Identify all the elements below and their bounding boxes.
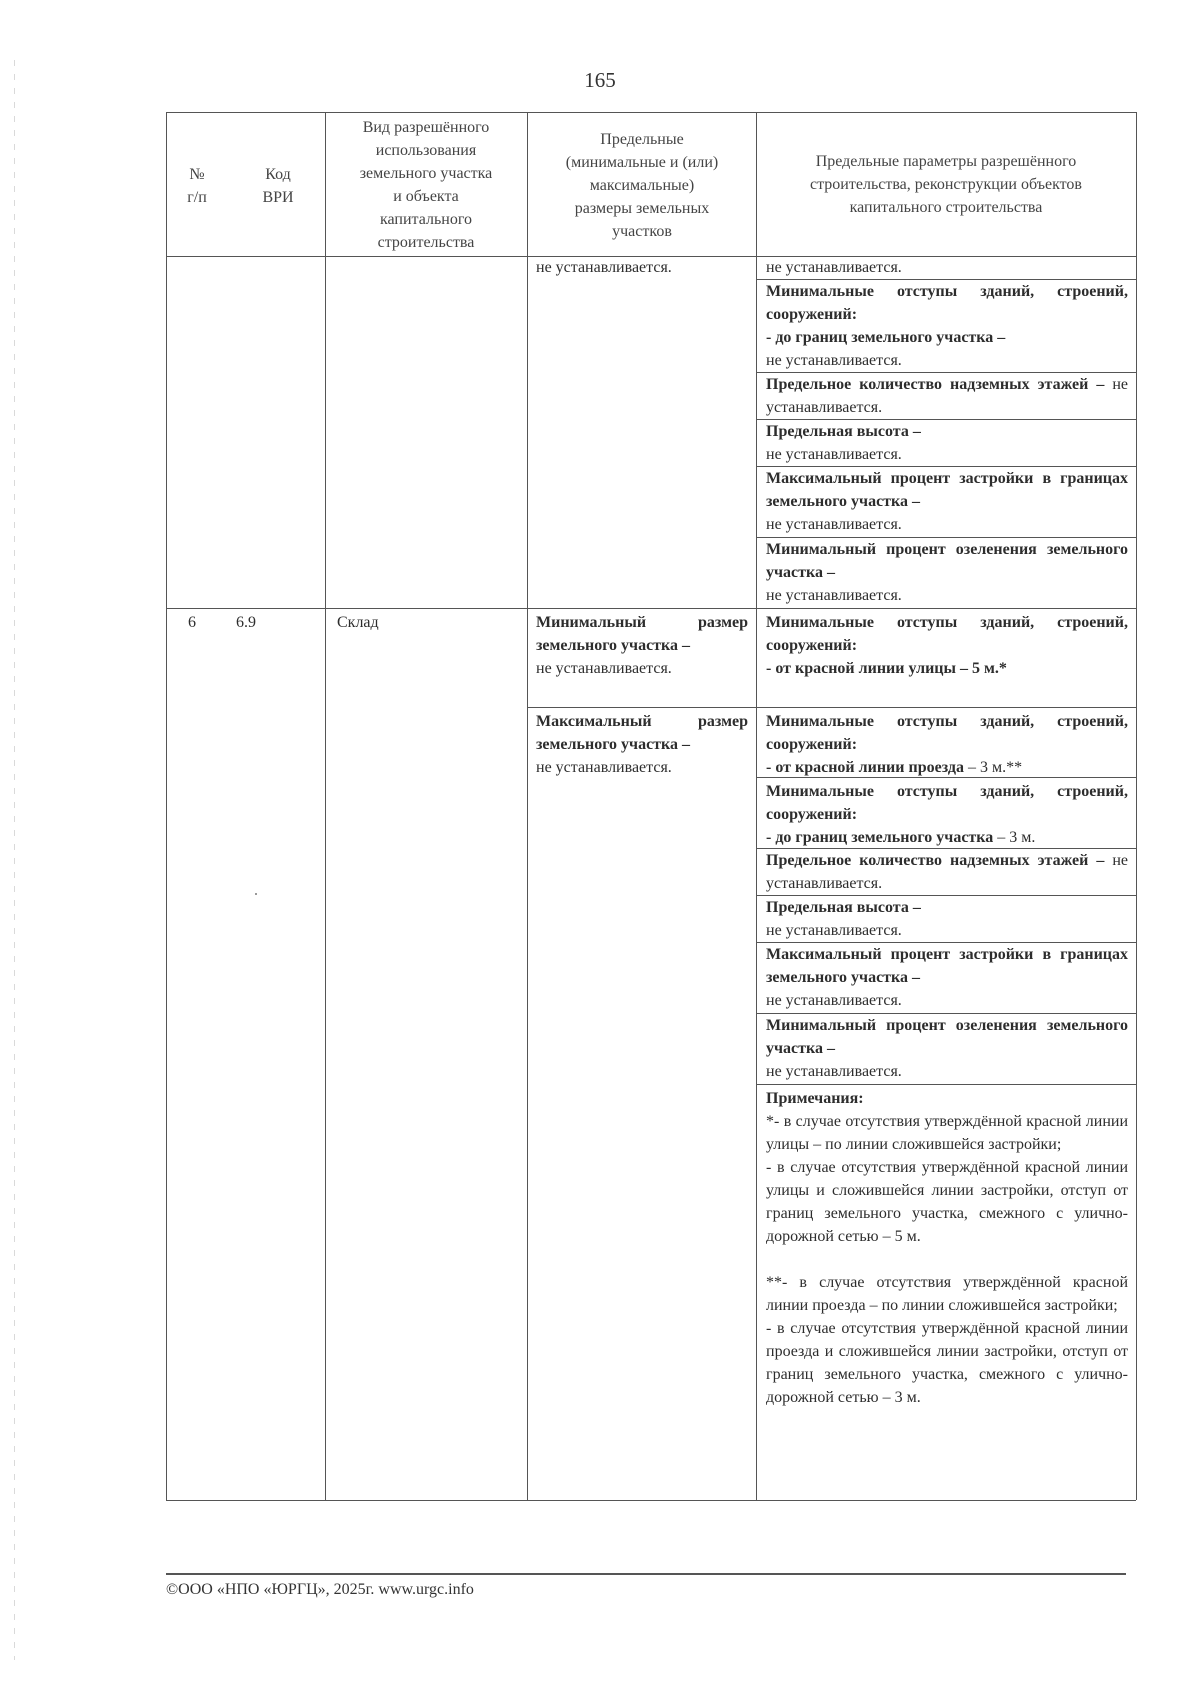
- page-number: 165: [584, 68, 616, 92]
- min-plot-size: Минимальный размер земельного участка – не устанавливается.: [536, 614, 748, 677]
- block1-param-3: Предельная высота – не устанавливается.: [766, 423, 921, 463]
- note-1: *- в случае отсутствия утверждённой красной линии улицы – по линии сложившейся застройки;: [766, 1113, 1128, 1153]
- scan-speck: [255, 893, 257, 895]
- block1-param-4: Максимальный процент застройки в границах земельного участка – не устанавливается.: [766, 470, 1128, 533]
- vri-code: 6.9: [236, 614, 256, 631]
- block2-param-2: Минимальные отступы зданий, строений, сооружений: - до границ земельного участка – 3 м.: [766, 783, 1128, 846]
- notes-title: Примечания:: [766, 1090, 864, 1107]
- use-type: Склад: [337, 614, 379, 631]
- block1-param-5: Минимальный процент озеленения земельного участка – не устанавливается.: [766, 541, 1128, 604]
- header-num: № г/п: [187, 166, 207, 206]
- max-plot-size: Максимальный размер земельного участка – не устанавливается.: [536, 713, 748, 776]
- note-2: - в случае отсутствия утверждённой красной линии улицы и сложившейся линии застройки, отступ от границ земельного участка, смежного с улично-дорожной сетью – 5 м.: [766, 1159, 1128, 1245]
- block1-param-1: Минимальные отступы зданий, строений, сооружений: - до границ земельного участка – не устанавливается.: [766, 283, 1128, 369]
- scan-edge: [14, 60, 15, 1660]
- block1-param-2: Предельное количество надземных этажей – не устанавливается.: [766, 376, 1128, 416]
- block1-param-0: не устанавливается.: [766, 259, 902, 276]
- notes: [766, 1087, 1128, 1409]
- header-code: Код ВРИ: [262, 166, 294, 206]
- footer-copyright: ©ООО «НПО «ЮРГЦ», 2025г. www.urgc.info: [166, 1581, 474, 1598]
- header-params: Предельные параметры разрешённого строительства, реконструкции объектов капитального строительства: [810, 153, 1082, 216]
- row-number: 6: [188, 614, 196, 631]
- note-4: - в случае отсутствия утверждённой красной линии проезда и сложившейся линии застройки, отступ от границ земельного участка, смежного с улично-дорожной сетью – 3 м.: [766, 1320, 1128, 1406]
- footer-rule: [166, 1573, 1126, 1575]
- header-use-type: Вид разрешённого использования земельного участка и объекта капитального строительства: [359, 119, 493, 251]
- block2-param-0: Минимальные отступы зданий, строений, сооружений: - от красной линии улицы – 5 м.*: [766, 614, 1128, 677]
- header-plot-sizes: Предельные (минимальные и (или) максимальные) размеры земельных участков: [565, 131, 719, 240]
- block2-param-4: Предельная высота – не устанавливается.: [766, 899, 921, 939]
- block2-param-6: Минимальный процент озеленения земельного участка – не устанавливается.: [766, 1017, 1128, 1080]
- block2-param-3: Предельное количество надземных этажей – не устанавливается.: [766, 852, 1128, 892]
- block1-sizes: не устанавливается.: [536, 259, 672, 276]
- block2-param-5: Максимальный процент застройки в границах земельного участка – не устанавливается.: [766, 946, 1128, 1009]
- note-3: **- в случае отсутствия утверждённой красной линии проезда – по линии сложившейся застройки;: [766, 1274, 1128, 1314]
- block2-param-1: Минимальные отступы зданий, строений, сооружений: - от красной линии проезда – 3 м.**: [766, 713, 1128, 776]
